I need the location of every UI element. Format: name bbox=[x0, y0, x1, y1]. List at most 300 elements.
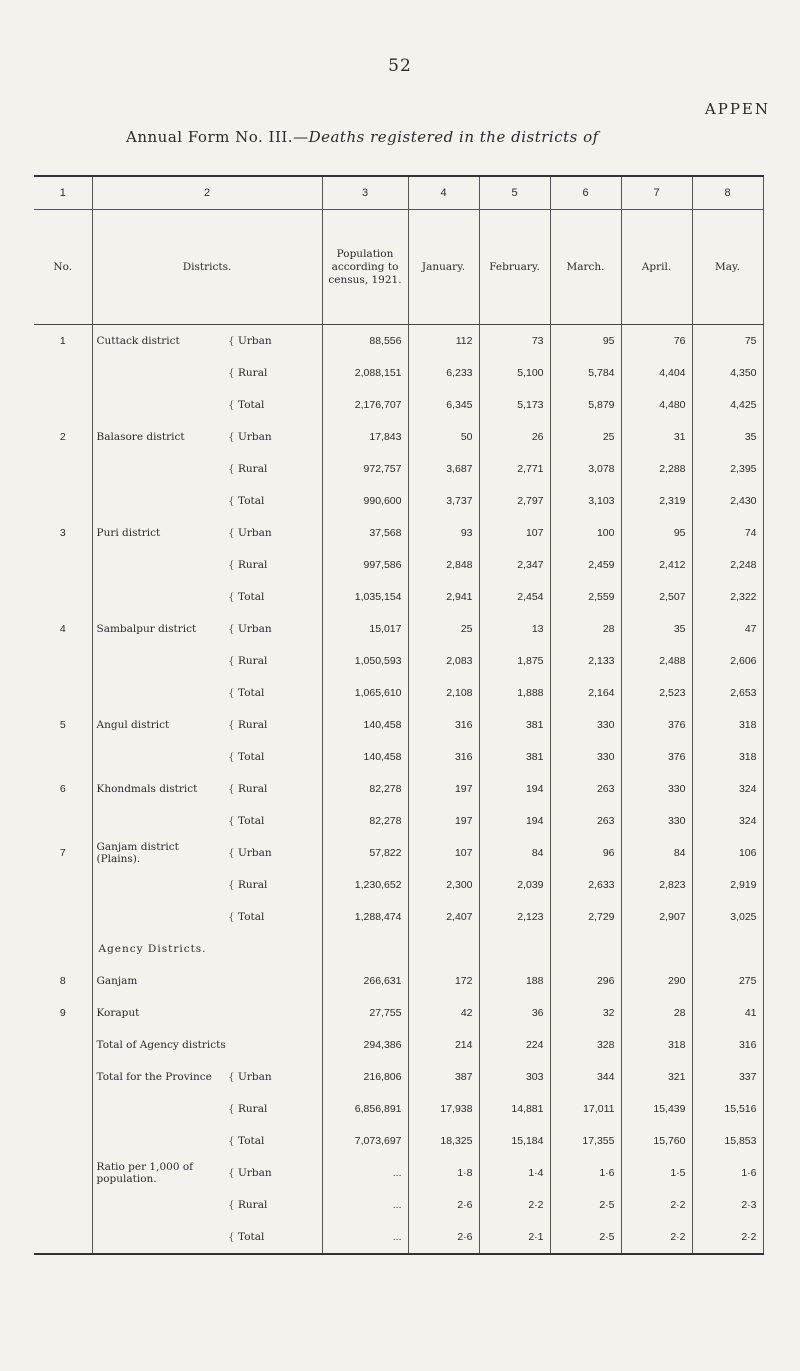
area-type-label: Urban bbox=[238, 623, 272, 635]
month-value: 6,345 bbox=[408, 389, 479, 421]
area-type-label: Urban bbox=[238, 1071, 272, 1083]
month-value: 1·6 bbox=[550, 1157, 621, 1189]
month-value: 197 bbox=[408, 773, 479, 805]
month-value: 2,454 bbox=[479, 581, 550, 613]
month-value: 28 bbox=[621, 997, 692, 1029]
population-value: 1,288,474 bbox=[322, 901, 408, 933]
month-value: 18,325 bbox=[408, 1125, 479, 1157]
district-name: Sambalpur district bbox=[96, 623, 197, 635]
col-number: 4 bbox=[408, 176, 479, 210]
month-value: 15,184 bbox=[479, 1125, 550, 1157]
month-value: 2·6 bbox=[408, 1221, 479, 1254]
brace-icon: { bbox=[228, 399, 235, 411]
area-type bbox=[222, 1157, 322, 1189]
month-value: 197 bbox=[408, 805, 479, 837]
month-value: 15,516 bbox=[692, 1093, 763, 1125]
month-value: 73 bbox=[479, 325, 550, 358]
form-title bbox=[126, 128, 800, 146]
month-value: 4,404 bbox=[621, 357, 692, 389]
month-value: 2·3 bbox=[692, 1189, 763, 1221]
month-value: 31 bbox=[621, 421, 692, 453]
brace-icon: { bbox=[228, 687, 235, 699]
month-value: 106 bbox=[692, 837, 763, 869]
district-name: Puri district bbox=[96, 527, 161, 539]
month-value: 172 bbox=[408, 965, 479, 997]
row-number: 5 bbox=[34, 709, 92, 741]
area-type bbox=[222, 389, 322, 421]
brace-icon: { bbox=[228, 655, 235, 667]
header-month: January. bbox=[408, 210, 479, 325]
month-value: 2·1 bbox=[479, 1221, 550, 1254]
table-row bbox=[34, 421, 763, 453]
month-value: 376 bbox=[621, 709, 692, 741]
area-type bbox=[222, 1029, 322, 1061]
month-value: 25 bbox=[550, 421, 621, 453]
population-value: 6,856,891 bbox=[322, 1093, 408, 1125]
district-name bbox=[92, 645, 222, 677]
month-value: 316 bbox=[692, 1029, 763, 1061]
month-value: 2,133 bbox=[550, 645, 621, 677]
month-value: 328 bbox=[550, 1029, 621, 1061]
area-type bbox=[222, 549, 322, 581]
month-value: 337 bbox=[692, 1061, 763, 1093]
brace-icon: { bbox=[228, 1103, 235, 1115]
population-value: 997,586 bbox=[322, 549, 408, 581]
month-value: 36 bbox=[479, 997, 550, 1029]
month-value: 2,907 bbox=[621, 901, 692, 933]
table-row bbox=[34, 677, 763, 709]
month-value: 2·2 bbox=[692, 1221, 763, 1254]
month-value: 275 bbox=[692, 965, 763, 997]
month-value: 35 bbox=[621, 613, 692, 645]
month-value: 17,355 bbox=[550, 1125, 621, 1157]
month-value: 107 bbox=[479, 517, 550, 549]
month-value: 1,875 bbox=[479, 645, 550, 677]
month-value: 1,888 bbox=[479, 677, 550, 709]
brace-icon: { bbox=[228, 1071, 235, 1083]
month-value: 318 bbox=[692, 741, 763, 773]
month-value: 1·5 bbox=[621, 1157, 692, 1189]
population-value: ... bbox=[322, 1221, 408, 1254]
area-type-label: Total bbox=[238, 911, 265, 923]
table-row bbox=[34, 485, 763, 517]
month-value: 95 bbox=[621, 517, 692, 549]
header-districts: Districts. bbox=[92, 210, 322, 325]
brace-icon: { bbox=[228, 1167, 235, 1179]
month-value: 321 bbox=[621, 1061, 692, 1093]
district-name bbox=[92, 1125, 222, 1157]
month-value: 2·5 bbox=[550, 1221, 621, 1254]
brace-icon: { bbox=[228, 911, 235, 923]
table-row bbox=[34, 837, 763, 869]
month-value: 316 bbox=[408, 741, 479, 773]
row-number: 3 bbox=[34, 517, 92, 549]
brace-icon: { bbox=[228, 463, 235, 475]
month-value: 2,919 bbox=[692, 869, 763, 901]
population-value: ... bbox=[322, 1157, 408, 1189]
population-value: 82,278 bbox=[322, 773, 408, 805]
area-type-label: Rural bbox=[238, 1199, 268, 1211]
brace-icon: { bbox=[228, 367, 235, 379]
row-number bbox=[34, 1061, 92, 1093]
area-type bbox=[222, 901, 322, 933]
month-value: 324 bbox=[692, 773, 763, 805]
district-name bbox=[92, 581, 222, 613]
month-value: 2,430 bbox=[692, 485, 763, 517]
month-value: 2,319 bbox=[621, 485, 692, 517]
table-row bbox=[34, 645, 763, 677]
table-row bbox=[34, 389, 763, 421]
brace-icon: { bbox=[228, 1199, 235, 1211]
area-type-label: Urban bbox=[238, 1167, 272, 1179]
month-value: 32 bbox=[550, 997, 621, 1029]
month-value: 2,288 bbox=[621, 453, 692, 485]
brace-icon: { bbox=[228, 1231, 235, 1243]
month-value: 2·6 bbox=[408, 1189, 479, 1221]
area-type bbox=[222, 485, 322, 517]
month-value: 15,853 bbox=[692, 1125, 763, 1157]
row-number bbox=[34, 549, 92, 581]
table-row bbox=[34, 517, 763, 549]
month-value: 3,687 bbox=[408, 453, 479, 485]
area-type bbox=[222, 1221, 322, 1254]
district-name bbox=[92, 357, 222, 389]
month-value: 15,760 bbox=[621, 1125, 692, 1157]
header-month: April. bbox=[621, 210, 692, 325]
table-row bbox=[34, 1061, 763, 1093]
month-value: 3,025 bbox=[692, 901, 763, 933]
month-value: 2,395 bbox=[692, 453, 763, 485]
month-value: 2,633 bbox=[550, 869, 621, 901]
population-value: 37,568 bbox=[322, 517, 408, 549]
area-type bbox=[222, 1189, 322, 1221]
month-value: 112 bbox=[408, 325, 479, 358]
month-value: 5,784 bbox=[550, 357, 621, 389]
header-row bbox=[34, 210, 763, 325]
month-value: 42 bbox=[408, 997, 479, 1029]
month-value: 6,233 bbox=[408, 357, 479, 389]
population-value: 972,757 bbox=[322, 453, 408, 485]
area-type bbox=[222, 677, 322, 709]
month-value: 5,173 bbox=[479, 389, 550, 421]
month-value: 2,164 bbox=[550, 677, 621, 709]
population-value: 1,065,610 bbox=[322, 677, 408, 709]
month-value: 2,523 bbox=[621, 677, 692, 709]
appendix-heading: APPEN bbox=[704, 100, 770, 118]
month-value: 387 bbox=[408, 1061, 479, 1093]
month-value: 2,507 bbox=[621, 581, 692, 613]
month-value: 2,108 bbox=[408, 677, 479, 709]
population-value: 1,230,652 bbox=[322, 869, 408, 901]
table-row bbox=[34, 581, 763, 613]
brace-icon: { bbox=[228, 847, 235, 859]
district-name: Total for the Province bbox=[96, 1071, 212, 1083]
row-number bbox=[34, 901, 92, 933]
month-value: 2,797 bbox=[479, 485, 550, 517]
col-number: 8 bbox=[692, 176, 763, 210]
district-name: Balasore district bbox=[96, 431, 185, 443]
month-value: 74 bbox=[692, 517, 763, 549]
area-type-label: Total bbox=[238, 399, 265, 411]
month-value: 324 bbox=[692, 805, 763, 837]
month-value: 330 bbox=[550, 741, 621, 773]
area-type bbox=[222, 517, 322, 549]
table-row bbox=[34, 549, 763, 581]
row-number bbox=[34, 645, 92, 677]
population-value: 17,843 bbox=[322, 421, 408, 453]
month-value: 2,123 bbox=[479, 901, 550, 933]
district-name: Khondmals district bbox=[96, 783, 198, 795]
month-value: 1·4 bbox=[479, 1157, 550, 1189]
area-type-label: Urban bbox=[238, 335, 272, 347]
month-value: 28 bbox=[550, 613, 621, 645]
row-number bbox=[34, 1029, 92, 1061]
population-value: 294,386 bbox=[322, 1029, 408, 1061]
month-value: 5,100 bbox=[479, 357, 550, 389]
month-value: 344 bbox=[550, 1061, 621, 1093]
month-value: 318 bbox=[692, 709, 763, 741]
district-name bbox=[92, 901, 222, 933]
month-value: 1·8 bbox=[408, 1157, 479, 1189]
row-number: 4 bbox=[34, 613, 92, 645]
month-value: 381 bbox=[479, 741, 550, 773]
area-type bbox=[222, 837, 322, 869]
col-number: 5 bbox=[479, 176, 550, 210]
month-value: 316 bbox=[408, 709, 479, 741]
brace-icon: { bbox=[228, 559, 235, 571]
area-type bbox=[222, 645, 322, 677]
month-value: 95 bbox=[550, 325, 621, 358]
month-value: 84 bbox=[479, 837, 550, 869]
population-value: 57,822 bbox=[322, 837, 408, 869]
table-row bbox=[34, 613, 763, 645]
row-number bbox=[34, 1125, 92, 1157]
area-type-label: Rural bbox=[238, 367, 268, 379]
district-name bbox=[92, 389, 222, 421]
district-name: Ratio per 1,000 of population. bbox=[96, 1161, 194, 1185]
month-value: 2,848 bbox=[408, 549, 479, 581]
row-number: 8 bbox=[34, 965, 92, 997]
district-name bbox=[92, 805, 222, 837]
row-number bbox=[34, 1189, 92, 1221]
area-type-label: Rural bbox=[238, 655, 268, 667]
table-row bbox=[34, 1093, 763, 1125]
brace-icon: { bbox=[228, 815, 235, 827]
month-value: 35 bbox=[692, 421, 763, 453]
month-value: 3,737 bbox=[408, 485, 479, 517]
area-type bbox=[222, 869, 322, 901]
population-value: 7,073,697 bbox=[322, 1125, 408, 1157]
area-type bbox=[222, 773, 322, 805]
brace-icon: { bbox=[228, 719, 235, 731]
table-row bbox=[34, 1157, 763, 1189]
population-value: 1,050,593 bbox=[322, 645, 408, 677]
col-number: 2 bbox=[92, 176, 322, 210]
district-name bbox=[92, 1221, 222, 1254]
area-type bbox=[222, 805, 322, 837]
brace-icon: { bbox=[228, 591, 235, 603]
district-name: Angul district bbox=[96, 719, 170, 731]
area-type bbox=[222, 325, 322, 358]
brace-icon: { bbox=[228, 623, 235, 635]
agency-heading-row bbox=[34, 933, 763, 965]
area-type-label: Urban bbox=[238, 431, 272, 443]
row-number bbox=[34, 357, 92, 389]
brace-icon: { bbox=[228, 751, 235, 763]
col-number: 6 bbox=[550, 176, 621, 210]
area-type bbox=[222, 741, 322, 773]
area-type-label: Urban bbox=[238, 527, 272, 539]
brace-icon: { bbox=[228, 783, 235, 795]
row-number bbox=[34, 581, 92, 613]
month-value: 25 bbox=[408, 613, 479, 645]
area-type bbox=[222, 357, 322, 389]
table-row bbox=[34, 869, 763, 901]
month-value: 4,480 bbox=[621, 389, 692, 421]
row-number bbox=[34, 485, 92, 517]
area-type bbox=[222, 1093, 322, 1125]
row-number bbox=[34, 1093, 92, 1125]
row-number: 6 bbox=[34, 773, 92, 805]
row-number: 1 bbox=[34, 325, 92, 358]
month-value: 3,103 bbox=[550, 485, 621, 517]
area-type bbox=[222, 965, 322, 997]
district-name bbox=[92, 1093, 222, 1125]
population-value: 2,088,151 bbox=[322, 357, 408, 389]
area-type bbox=[222, 421, 322, 453]
brace-icon: { bbox=[228, 527, 235, 539]
area-type bbox=[222, 613, 322, 645]
month-value: 2,459 bbox=[550, 549, 621, 581]
month-value: 2,488 bbox=[621, 645, 692, 677]
month-value: 2,248 bbox=[692, 549, 763, 581]
month-value: 2·2 bbox=[479, 1189, 550, 1221]
area-type-label: Total bbox=[238, 591, 265, 603]
area-type bbox=[222, 453, 322, 485]
month-value: 2,407 bbox=[408, 901, 479, 933]
header-month: March. bbox=[550, 210, 621, 325]
column-number-row bbox=[34, 176, 763, 210]
population-value: 266,631 bbox=[322, 965, 408, 997]
area-type-label: Total bbox=[238, 687, 265, 699]
month-value: 17,938 bbox=[408, 1093, 479, 1125]
brace-icon: { bbox=[228, 431, 235, 443]
month-value: 2,941 bbox=[408, 581, 479, 613]
area-type-label: Rural bbox=[238, 719, 268, 731]
month-value: 76 bbox=[621, 325, 692, 358]
table-row bbox=[34, 901, 763, 933]
month-value: 194 bbox=[479, 773, 550, 805]
row-number bbox=[34, 741, 92, 773]
month-value: 188 bbox=[479, 965, 550, 997]
month-value: 1·6 bbox=[692, 1157, 763, 1189]
table-row bbox=[34, 805, 763, 837]
month-value: 75 bbox=[692, 325, 763, 358]
table-row bbox=[34, 1189, 763, 1221]
month-value: 290 bbox=[621, 965, 692, 997]
month-value: 47 bbox=[692, 613, 763, 645]
month-value: 381 bbox=[479, 709, 550, 741]
row-number: 7 bbox=[34, 837, 92, 869]
col-number: 7 bbox=[621, 176, 692, 210]
area-type-label: Rural bbox=[238, 463, 268, 475]
area-type bbox=[222, 997, 322, 1029]
month-value: 2,322 bbox=[692, 581, 763, 613]
table-row bbox=[34, 709, 763, 741]
table-row bbox=[34, 1125, 763, 1157]
district-name: Total of Agency districts bbox=[96, 1039, 226, 1051]
month-value: 2,559 bbox=[550, 581, 621, 613]
month-value: 2,300 bbox=[408, 869, 479, 901]
month-value: 303 bbox=[479, 1061, 550, 1093]
area-type bbox=[222, 709, 322, 741]
month-value: 17,011 bbox=[550, 1093, 621, 1125]
area-type-label: Rural bbox=[238, 1103, 268, 1115]
month-value: 2·2 bbox=[621, 1221, 692, 1254]
row-number bbox=[34, 869, 92, 901]
month-value: 263 bbox=[550, 773, 621, 805]
area-type-label: Total bbox=[238, 751, 265, 763]
month-value: 330 bbox=[550, 709, 621, 741]
col-number: 1 bbox=[34, 176, 92, 210]
table-row bbox=[34, 741, 763, 773]
month-value: 2,412 bbox=[621, 549, 692, 581]
row-number bbox=[34, 453, 92, 485]
district-name: Cuttack district bbox=[96, 335, 180, 347]
population-value: 990,600 bbox=[322, 485, 408, 517]
month-value: 41 bbox=[692, 997, 763, 1029]
month-value: 2·5 bbox=[550, 1189, 621, 1221]
month-value: 2,653 bbox=[692, 677, 763, 709]
row-number bbox=[34, 1221, 92, 1254]
month-value: 84 bbox=[621, 837, 692, 869]
area-type bbox=[222, 1125, 322, 1157]
population-value: 2,176,707 bbox=[322, 389, 408, 421]
area-type bbox=[222, 581, 322, 613]
population-value: 140,458 bbox=[322, 709, 408, 741]
month-value: 14,881 bbox=[479, 1093, 550, 1125]
month-value: 318 bbox=[621, 1029, 692, 1061]
month-value: 296 bbox=[550, 965, 621, 997]
month-value: 93 bbox=[408, 517, 479, 549]
table-row bbox=[34, 1221, 763, 1254]
month-value: 2,823 bbox=[621, 869, 692, 901]
month-value: 2·2 bbox=[621, 1189, 692, 1221]
area-type-label: Rural bbox=[238, 783, 268, 795]
population-value: 27,755 bbox=[322, 997, 408, 1029]
month-value: 13 bbox=[479, 613, 550, 645]
row-number bbox=[34, 677, 92, 709]
area-type-label: Urban bbox=[238, 847, 272, 859]
month-value: 2,771 bbox=[479, 453, 550, 485]
district-name: Ganjam district (Plains). bbox=[96, 841, 179, 865]
month-value: 4,350 bbox=[692, 357, 763, 389]
table-row bbox=[34, 773, 763, 805]
agency-heading: Agency Districts. bbox=[92, 933, 322, 965]
row-number bbox=[34, 805, 92, 837]
month-value: 2,729 bbox=[550, 901, 621, 933]
district-name bbox=[92, 869, 222, 901]
district-name: Ganjam bbox=[96, 975, 138, 987]
population-value: 140,458 bbox=[322, 741, 408, 773]
month-value: 96 bbox=[550, 837, 621, 869]
district-name: Koraput bbox=[96, 1007, 140, 1019]
district-name bbox=[92, 741, 222, 773]
month-value: 107 bbox=[408, 837, 479, 869]
month-value: 214 bbox=[408, 1029, 479, 1061]
month-value: 3,078 bbox=[550, 453, 621, 485]
month-value: 2,347 bbox=[479, 549, 550, 581]
